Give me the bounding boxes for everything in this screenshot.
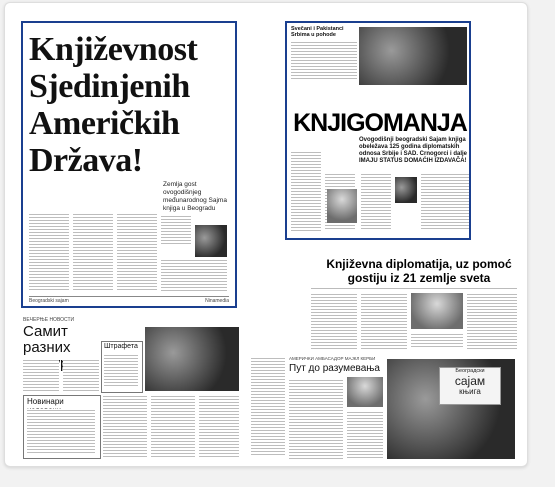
press-clipping-3[interactable]	[307, 255, 521, 351]
press-clipping-1[interactable]	[21, 21, 237, 308]
clip2-kicker: Svečani i Pakistanci Srbima u pohode	[291, 26, 344, 38]
clip5-headline: Пут до разумевања	[289, 363, 380, 374]
clip2-deck: Ovogodišnji beogradski Sajam knjiga obeležava 125 godina diplomatskih odnosa Srbije i SAD. Crnogorci i dalje IMAJU STATUS DOMAĆIH IZDAVAČA!	[359, 137, 468, 164]
clip4-hall-photo	[145, 327, 239, 391]
clip2-portrait-photo	[395, 177, 417, 203]
clip2-fair-photo	[359, 27, 467, 85]
clip2-headline: KNJIGOMANJA	[293, 109, 467, 137]
clip4-headline: Самит разних	[23, 323, 71, 356]
clip3-photo	[411, 293, 463, 329]
clip1-footer-left: Beogradski sajam	[29, 298, 69, 304]
clip4-box1: Штрафета	[101, 341, 143, 393]
clip1-footer-right: Ninamedia	[205, 298, 229, 304]
press-clipping-2[interactable]	[285, 21, 471, 240]
clip3-headline: Književna diplomatija, uz pomoć gostiju iz 21 zemlje sveta	[326, 257, 512, 285]
clip5-kicker: АМЕРИЧКИ АМБАСАДОР МАЈКЛ КЕРБИ	[289, 356, 376, 361]
clip4-box2: Новинари	[23, 395, 101, 459]
clip1-portrait-photo	[195, 225, 227, 257]
press-clipping-5[interactable]	[249, 355, 519, 463]
clip1-headline: Književnost Sjedinjenih Američkih Država!	[29, 31, 198, 179]
clip1-deck: Zemlja gost ovogodišnjeg međunarodnog Sajma knjiga u Beogradu	[163, 181, 227, 212]
clip5-ambassador-photo	[347, 377, 383, 407]
clip4-kicker: ВЕЧЕРЊЕ НОВОСТИ	[23, 317, 75, 323]
press-clipping-4[interactable]	[21, 317, 243, 463]
gallery-panel	[4, 2, 528, 467]
clip5-sign: Београдски сајам књига	[439, 367, 501, 405]
clip2-books-photo	[327, 189, 357, 223]
